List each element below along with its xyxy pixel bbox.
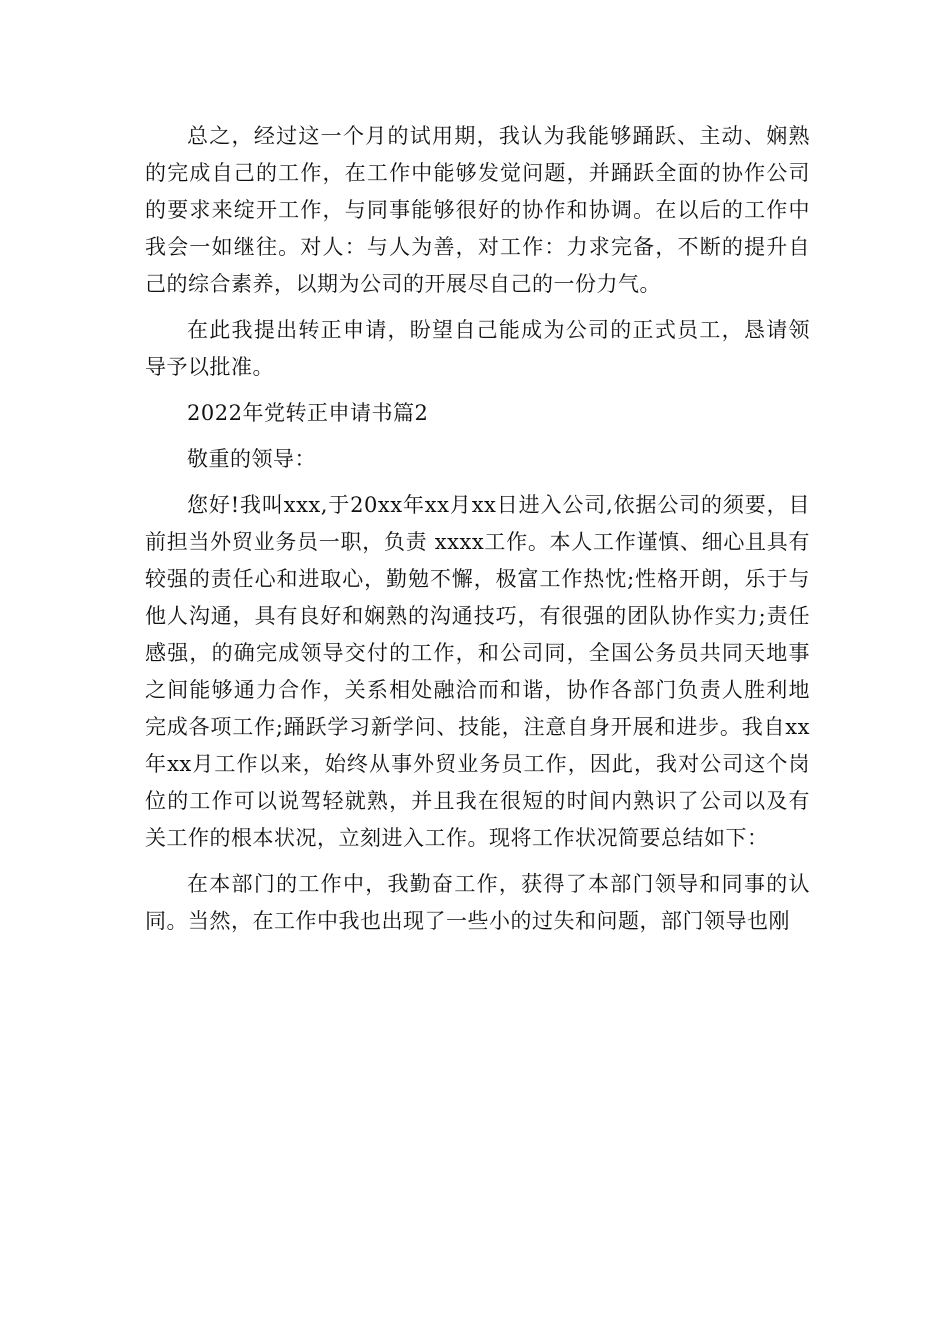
section-heading: 2022年党转正申请书篇2: [187, 401, 429, 425]
paragraph-request: 在此我提出转正申请，盼望自己能成为公司的正式员工，恳请领导予以批准。: [145, 318, 810, 379]
document-page: [145, 118, 810, 949]
paragraph-department-work: 在本部门的工作中，我勤奋工作，获得了本部门领导和同事的认同。当然，在工作中我也出现了一些小的过失和问题，部门领导也刚: [145, 872, 810, 933]
paragraph-introduction: 您好!我叫xxx,于20xx年xx月xx日进入公司,依据公司的须要，目前担当外贸业务员一职，负责 xxxx工作。本人工作谨慎、细心且具有较强的责任心和进取心，勤勉不懈，极富工作热忱;性格开朗，乐于与他人沟通，具有良好和娴熟的沟通技巧，有很强的团队协作实力;责任感强，的确完成领导交付的工作，和公司同，全国公务员共同天地事之间能够通力合作，关系相处融洽而和谐，协作各部门负责人胜利地完成各项工作;踊跃学习新学问、技能，注意自身开展和进步。我自xx年xx月工作以来，始终从事外贸业务员工作，因此，我对公司这个岗位的工作可以说驾轻就熟，并且我在很短的时间内熟识了公司以及有关工作的根本状况，立刻进入工作。现将工作状况简要总结如下：: [145, 493, 810, 850]
salutation: 敬重的领导：: [187, 447, 316, 471]
paragraph-summary: 总之，经过这一个月的试用期，我认为我能够踊跃、主动、娴熟的完成自己的工作，在工作中能够发觉问题，并踊跃全面的协作公司的要求来绽开工作，与同事能够很好的协作和协调。在以后的工作中我会一如继往。对人：与人为善，对工作：力求完备，不断的提升自己的综合素养，以期为公司的开展尽自己的一份力气。: [145, 124, 810, 296]
